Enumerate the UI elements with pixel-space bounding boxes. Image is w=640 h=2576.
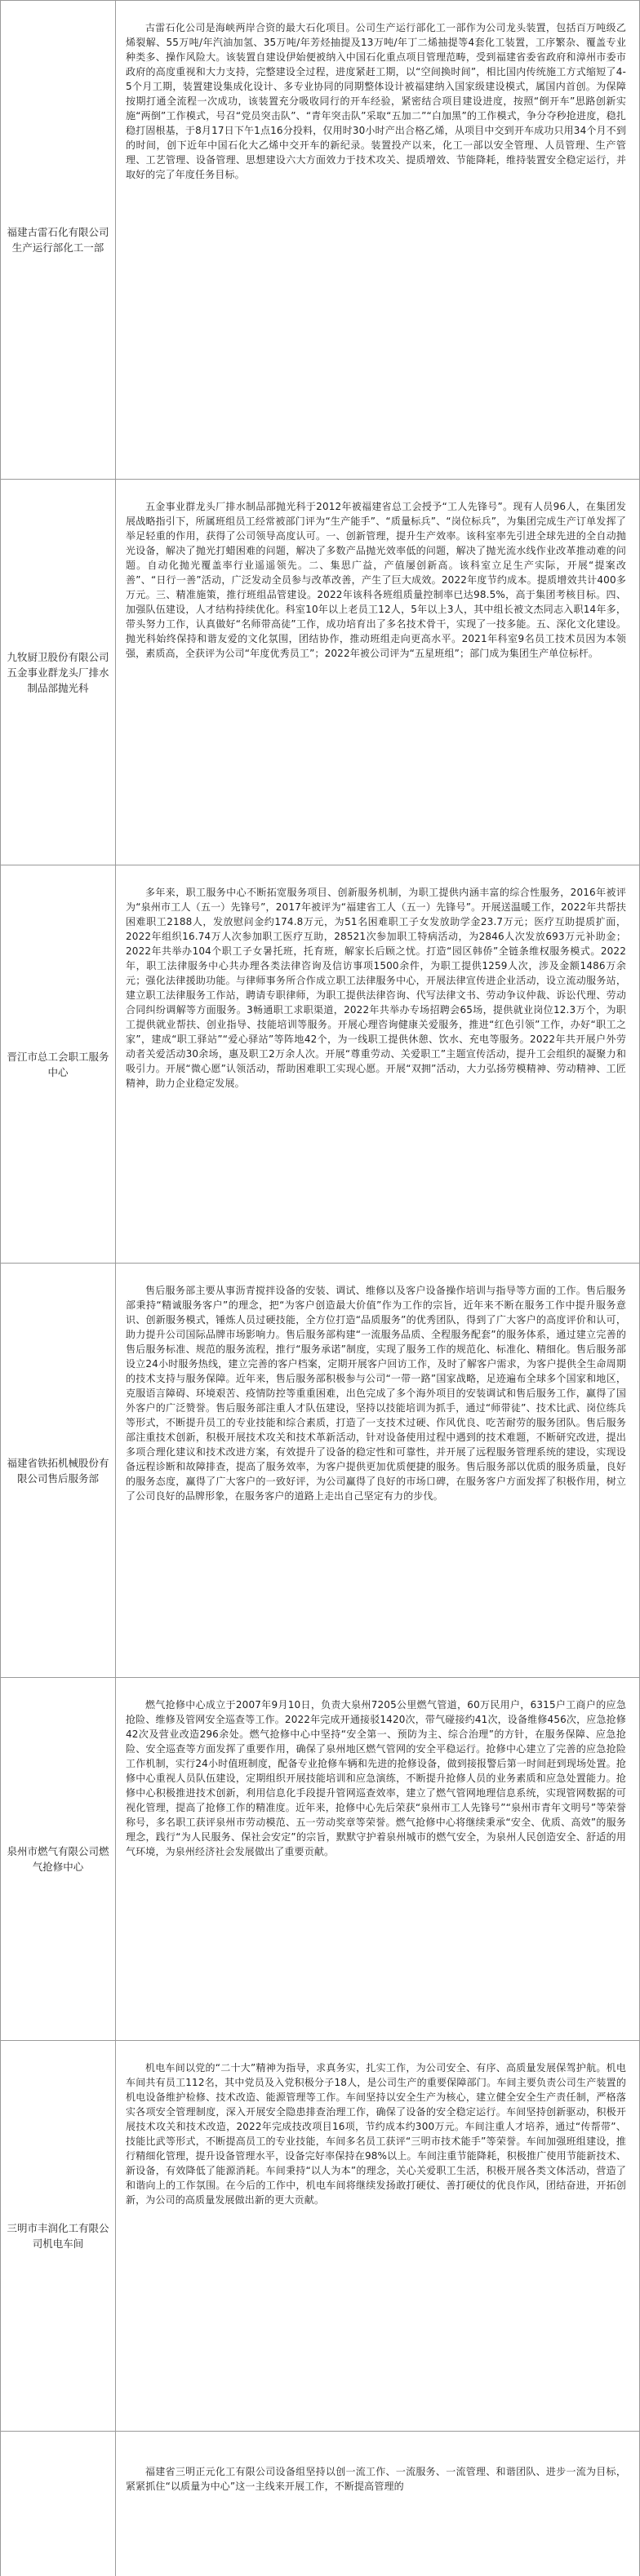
table-row [0, 865, 640, 1264]
description-cell [116, 1678, 640, 2040]
description-cell [116, 1264, 640, 1677]
table-row [0, 1, 640, 480]
description-cell [116, 2041, 640, 2431]
org-name: 三明市丰润化工有限公司机电车间 [7, 2222, 109, 2250]
description-text: 福建省三明正元化工有限公司设备组坚持以创一流工作、一流服务、一流管理、和谐团队、进步一流为目标，紧紧抓住“以质量为中心”这一主线来开展工作，不断提高管理的 [126, 2466, 626, 2492]
org-name-cell [0, 1264, 116, 1677]
org-name-cell [0, 1678, 116, 2040]
description-cell [116, 2432, 640, 2576]
org-name-cell [0, 865, 116, 1263]
description-text: 售后服务部主要从事沥青搅拌设备的安装、调试、维修以及客户设备操作培训与指导等方面的工作。售后服务部秉持“精诚服务客户”的理念，把“为客户创造最大价值”作为工作的宗旨，近年来不断在服务工作中提升服务意识、创新服务模式，锤炼人员过硬技能，全方位打造“品质服务”的优秀团队，得到了广大客户的高度评价和认可，助力提升公司国际品牌市场影响力。售后服务部构建“一流服务品质、全程服务配套”的服务体系，通过建立完善的售后服务标准、规范的服务流程，推行“服务承诺”制度，实现了服务工作的规范化、标准化、精细化。售后服务部设立24小时服务热线，建立完善的客户档案，定期开展客户回访工作，及时了解客户需求，为客户提供全生命周期的技术支持与服务保障。近年来，售后服务部积极参与公司“一带一路”国家战略，足迹遍布全球多个国家和地区，克服语言障碍、环境艰苦、疫情防控等重重困难，出色完成了多个海外项目的安装调试和售后服务工作，赢得了国外客户的广泛赞誉。售后服务部注重人才队伍建设，坚持以技能培训为抓手，通过“师带徒”、技术比武、岗位练兵等形式，不断提升员工的专业技能和综合素质，打造了一支技术过硬、作风优良、吃苦耐劳的服务团队。售后服务部注重技术创新，积极开展技术攻关和技术革新活动，针对设备使用过程中遇到的技术难题，不断研究改进，提出多项合理化建议和技术改进方案，有效提升了设备的稳定性和可靠性，并开展了远程服务管理系统的建设，实现设备远程诊断和故障排查，提高了服务效率，为客户提供更加优质便捷的服务。售后服务部以优质的服务质量，良好的服务态度，赢得了广大客户的一致好评，为公司赢得了良好的市场口碑，在服务客户方面发挥了积极作用，树立了公司良好的品牌形象，在服务客户的道路上走出自己坚定有力的步伐。 [126, 1285, 626, 1502]
table-row [0, 2432, 640, 2576]
org-name-cell [0, 2432, 116, 2576]
org-name: 泉州市燃气有限公司燃气抢修中心 [7, 1845, 109, 1873]
org-name: 九牧厨卫股份有限公司五金事业群龙头厂排水制品部抛光科 [7, 650, 109, 694]
description-text: 机电车间以党的“二十大”精神为指导，求真务实，扎实工作，为公司安全、有序、高质量发展保驾护航。机电车间共有员工112名，其中党员及入党积极分子18人，是公司生产的重要保障部门。车间主要负责公司生产装置的机电设备维护检修、技术改造、能源管理等工作。车间坚持以安全生产为核心，建立健全安全生产责任制，严格落实各项安全管理制度，深入开展安全隐患排查治理工作，确保了设备的安全稳定运行。车间坚持创新驱动，积极开展技术攻关和技术改造，2022年完成技改项目16项，节约成本约300万元。车间注重人才培养，通过“传帮带”、技能比武等形式，不断提高员工的专业技能，车间多名员工获评“三明市技术能手”等荣誉。车间加强班组建设，推行精细化管理，提升设备管理水平，设备完好率保持在98%以上。车间注重节能降耗，积极推广使用节能新技术、新设备，有效降低了能源消耗。车间秉持“以人为本”的理念，关心关爱职工生活，积极开展各类文体活动，营造了和谐向上的工作氛围。在今后的工作中，机电车间将继续发扬敢打硬仗、善打硬仗的优良作风，团结奋进，开拓创新，为公司的高质量发展做出新的更大贡献。 [126, 2062, 626, 2206]
description-text: 燃气抢修中心成立于2007年9月10日，负责大泉州7205公里燃气管道，60万民用户，6315户工商户的应急抢险、维修及管网安全巡查等工作。2022年完成开通接驳1420次，带气碰接约41次，设备维修456次，应急抢修42次及营业改造296余处。燃气抢修中心中坚持“安全第一、预防为主、综合治理”的方针，在服务保障、应急抢险、安全巡查等方面发挥了重要作用，确保了泉州地区燃气管网的安全平稳运行。抢修中心建立了完善的应急抢险工作机制，实行24小时值班制度，配备专业抢修车辆和先进的抢修设备，做到接报警后第一时间赶到现场处置。抢修中心重视人员队伍建设，定期组织开展技能培训和应急演练，不断提升抢修人员的业务素质和应急处置能力。抢修中心积极推进技术创新，利用信息化手段提升管网巡查效率，建立了燃气管网地理信息系统，实现管网数据的可视化管理，提高了抢修工作的精准度。近年来，抢修中心先后荣获“泉州市工人先锋号”“泉州市青年文明号”等荣誉称号，多名职工获评泉州市劳动模范、五一劳动奖章等荣誉。燃气抢修中心将继续秉承“安全、优质、高效”的服务理念，践行“为人民服务、保社会安定”的宗旨，默默守护着泉州城市的燃气安全，为泉州人民创造安全、舒适的用气环境，为泉州经济社会发展做出了重要贡献。 [126, 1699, 626, 1857]
description-cell [116, 865, 640, 1263]
org-name-cell [0, 1, 116, 479]
org-name: 福建省铁拓机械股份有限公司售后服务部 [7, 1456, 109, 1485]
org-name-cell [0, 2041, 116, 2431]
table-row [0, 1678, 640, 2041]
org-name: 晋江市总工会职工服务中心 [7, 1050, 109, 1078]
org-name: 福建古雷石化有限公司生产运行部化工一部 [7, 226, 109, 254]
table-row [0, 2041, 640, 2432]
org-name-cell [0, 480, 116, 865]
description-text: 五金事业群龙头厂排水制品部抛光科于2012年被福建省总工会授予“工人先锋号”。现有人员96人，在集团发展战略指引下，所属班组员工经常被部门评为“生产能手”、“质量标兵”、“岗位标兵”，为集团完成生产订单发挥了举足轻重的作用，获得了公司领导高度认可。一、创新管理，提升生产效率。该科室率先引进全球先进的全自动抛光设备，解决了抛光打蜡困难的问题，解决了多数产品抛光效率低的问题，解决了抛光流水线作业改革推动难的问题。自动化抛光覆盖率行业遥遥领先。二、集思广益，产值屡创新高。该科室立足生产实际，开展“提案改善”、“日行一善”活动，广泛发动全员参与改革改善，产生了巨大成效。2022年度节约成本。提质增效共计400多万元。三、精准施策，推行班组品管建设。2022年该科各班组质量控制率已达98.5%，高于集团考核目标。四、加强队伍建设，人才结构持续优化。科室10年以上老员工12人，5年以上3人，其中组长被文杰同志入职14年多，带头努力工作，认真做好“名师带高徒”工作，成功培育出了多名技术骨干，实现了一技多能。五、深化文化建设。抛光科始终保持和谐友爱的文化氛围，团结协作，推动班组走向更高水平。2021年科室9名员工技术员因为本领强，素质高，全获评为公司“年度优秀员工”；2022年被公司评为“五星班组”；部门成为集团生产单位标杆。 [126, 501, 626, 659]
table-row [0, 480, 640, 865]
table-row [0, 1264, 640, 1678]
description-text: 古雷石化公司是海峡两岸合资的最大石化项目。公司生产运行部化工一部作为公司龙头装置，包括百万吨级乙烯裂解、55万吨/年汽油加氢、35万吨/年芳烃抽提及13万吨/年丁二烯抽提等4套化工装置，工序繁杂、覆盖专业种类多、操作风险大。该装置自建设伊始便被纳入中国石化重点项目管理范畴，受到福建省委省政府和漳州市委市政府的高度重视和大力支持，完整建设全过程，进度紧赶工期，以“空间换时间”，相比国内传统施工方式缩短了4-5个月工期，装置建设集成化设计、多专业协同的同期整体设计被福建纳入国家级建设模式，属国内首创。为保障按期打通全流程一次成功，该装置充分吸收同行的开车经验，紧密结合项目建设进度，按照“倒开车”思路创新实施“两倒”工作模式，号召“党员突击队”、“青年突击队”采取“五加二”“白加黑”的工作模式，争分夺秒抢进度，稳扎稳打固根基，于8月17日下午1点16分投料，仅用时30小时产出合格乙烯，从项目中交到开车成功只用34个月不到的时间，创下近年中国石化大乙烯中交开车的新纪录。装置投产以来，化工一部以安全管理、人员管理、生产管理、工艺管理、设备管理、思想建设六大方面效力于技术攻关、提质增效、节能降耗，维持装置安全稳定运行，并取好的完了年度任务目标。 [126, 22, 626, 180]
description-cell [116, 480, 640, 865]
description-text: 多年来，职工服务中心不断拓宽服务项目、创新服务机制，为职工提供内涵丰富的综合性服务，2016年被评为“泉州市工人（五一）先锋号”，2017年被评为“福建省工人（五一）先锋号”。开展送温暖工作，2022年共帮扶困难职工2188人，发放慰问金约174.8万元，为51名困难职工子女发放助学金23.7万元；医疗互助提质扩面，2022年组织16.74万人次参加职工医疗互助，28521次参加职工特病活动，为2846人次发放693万元补助金；2022年共举办104个职工子女暑托班，托育班，解家长后顾之忧。打造“园区韩侨”全链条维权服务模式。2022年，职工法律服务中心共办理各类法律咨询及信访事项1500余件，为职工提供1259人次，涉及金额1486万余元；强化法律援助功能。与律师事务所合作成立职工法律服务中心，开展法律宣传进企业活动，设立流动服务站，建立职工法律服务工作站，聘请专职律师，为职工提供法律咨询、代写法律文书、劳动争议仲裁、诉讼代理、劳动合同纠纷调解等方面服务。3畅通职工求职渠道，2022年共举办专场招聘会65场，提供就业岗位12.3万个，为职工提供就业帮扶、创业指导、技能培训等服务。开展心理咨询健康关爱服务，推进“红色引领”工作，办好“职工之家”，建成“职工驿站”“爱心驿站”等阵地42个，为一线职工提供休憩、饮水、充电等服务。2022年共开展户外劳动者关爱活动30余场，惠及职工2万余人次。开展“尊重劳动、关爱职工”主题宣传活动，提升工会组织的凝聚力和吸引力。开展“微心愿”认领活动，帮助困难职工实现心愿。开展“双拥”活动，大力弘扬劳模精神、劳动精神、工匠精神，助力企业稳定发展。 [126, 887, 626, 1089]
description-cell [116, 1, 640, 479]
